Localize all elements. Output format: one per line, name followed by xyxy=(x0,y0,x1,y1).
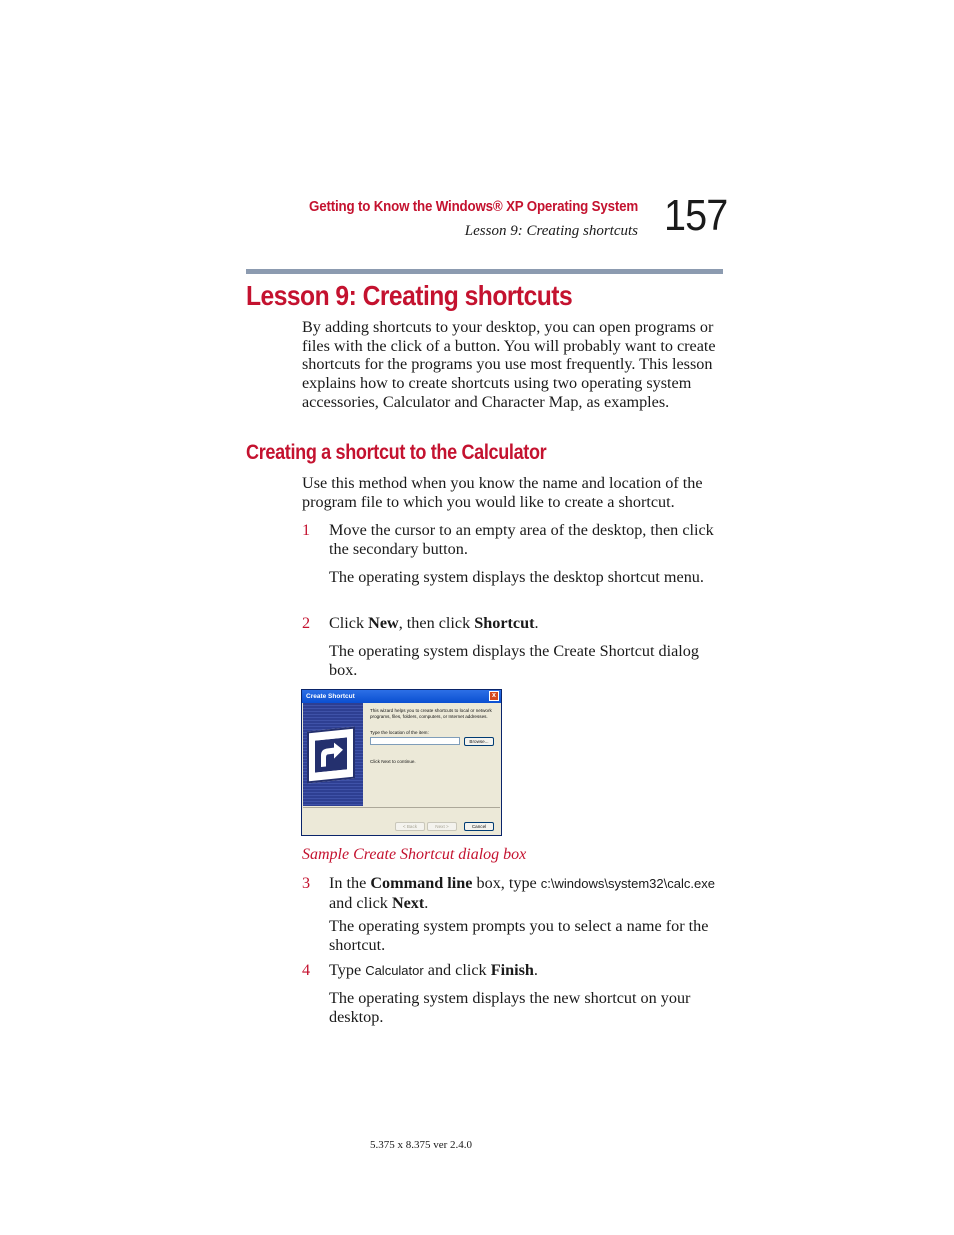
step-number: 2 xyxy=(302,614,311,632)
dialog-separator xyxy=(303,807,500,808)
menu-term-new: New xyxy=(368,614,399,632)
menu-term-shortcut: Shortcut xyxy=(474,614,535,632)
step-result: The operating system displays the desktop shortcut menu. xyxy=(329,568,704,586)
next-button[interactable]: Next > xyxy=(427,822,457,831)
running-header-section: Lesson 9: Creating shortcuts xyxy=(464,223,638,239)
dialog-instruction: Click Next to continue. xyxy=(370,759,416,764)
header-rule xyxy=(246,269,723,274)
shortcut-arrow-icon xyxy=(307,726,355,783)
lesson-title: Lesson 9: Creating shortcuts xyxy=(246,280,573,311)
dialog-title-bar xyxy=(302,690,501,703)
lesson-intro: By adding shortcuts to your desktop, you can open programs or files with the click of a button. You will probably want to create shortcuts for the programs you use most frequently. This lesson explains how to create shortcuts using two operating system accessories, Calculator and Character Map, as examples. xyxy=(302,318,716,411)
page-footer: 5.375 x 8.375 ver 2.4.0 xyxy=(370,1139,473,1151)
step-result: The operating system displays the Create Shortcut dialog box. xyxy=(329,642,699,679)
command-code: c:\windows\system32\calc.exe xyxy=(540,876,715,891)
running-header-chapter: Getting to Know the Windows® XP Operating System xyxy=(309,199,638,215)
location-input[interactable] xyxy=(370,737,460,745)
back-button[interactable]: < Back xyxy=(395,822,425,831)
step-number: 3 xyxy=(302,874,311,892)
wizard-side-panel xyxy=(303,703,363,806)
close-icon[interactable]: x xyxy=(489,691,499,701)
step-number: 1 xyxy=(302,521,311,539)
figure-caption: Sample Create Shortcut dialog box xyxy=(302,846,527,863)
section-intro: Use this method when you know the name and location of the program file to which you would like to create a shortcut. xyxy=(302,474,703,511)
button-term-next: Next xyxy=(391,893,425,912)
location-label: Type the location of the item: xyxy=(370,730,429,735)
create-shortcut-dialog xyxy=(301,689,502,836)
step-result: The operating system prompts you to select a name for the shortcut. xyxy=(329,917,709,954)
step-text: Move the cursor to an empty area of the desktop, then click the secondary button. xyxy=(329,521,714,558)
step-text: Click New, then click Shortcut. xyxy=(329,614,539,632)
step-result: The operating system displays the new shortcut on your desktop. xyxy=(329,989,691,1026)
browse-button[interactable]: Browse... xyxy=(464,737,494,746)
section-title: Creating a shortcut to the Calculator xyxy=(246,441,547,464)
name-code: Calculator xyxy=(365,963,424,978)
step-text: In the Command line box, type c:\windows\system32\calc.exe and click Next. xyxy=(329,874,715,912)
field-term-command-line: Command line xyxy=(370,874,473,892)
page-number: 157 xyxy=(664,191,728,240)
step-number: 4 xyxy=(302,961,311,979)
step-text: Type Calculator and click Finish. xyxy=(329,961,538,979)
button-term-finish: Finish xyxy=(490,961,534,979)
dialog-title: Create Shortcut xyxy=(306,693,355,700)
cancel-button[interactable]: Cancel xyxy=(464,822,494,831)
dialog-description: This wizard helps you to create shortcuts to local or network programs, files, folders, computers, or Internet addresses. xyxy=(370,708,492,719)
